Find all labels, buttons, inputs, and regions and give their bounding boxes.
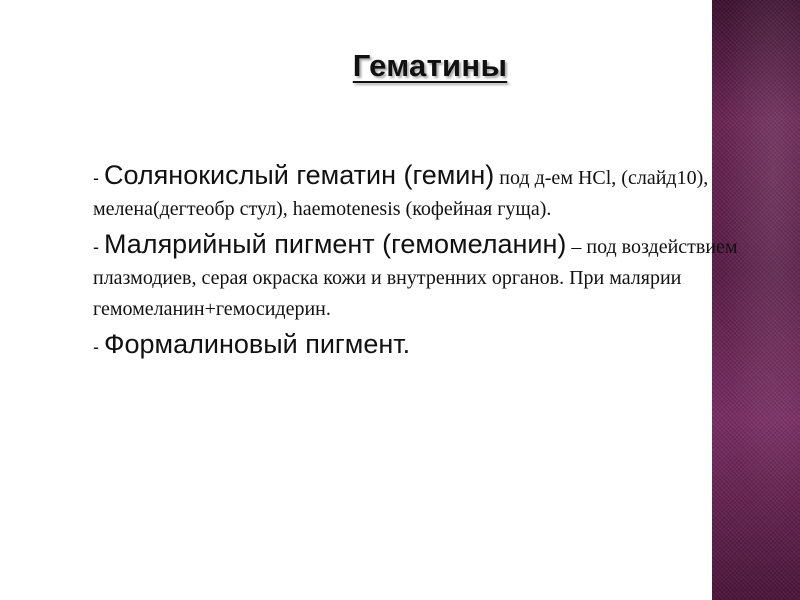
item-heading: Малярийный пигмент (гемомеланин): [104, 229, 567, 259]
item-heading: Солянокислый гематин (гемин): [104, 160, 495, 190]
bullet-dash: -: [93, 237, 104, 257]
item-heading: Формалиновый пигмент.: [104, 329, 411, 359]
list-item-hydrochloric-hematin: [93, 160, 753, 225]
bullet-dash: -: [93, 168, 104, 188]
list-item-formalin-pigment: [93, 329, 753, 363]
slide-title: Гематины: [352, 48, 508, 83]
bullet-dash: -: [93, 337, 104, 357]
slide-content: [93, 160, 753, 367]
list-item-malarial-pigment: [93, 229, 753, 325]
item-text: под д-ем HCl, (слайд10), мелена(дегтеобр стул), haemotenesis (кофейная гуща).: [93, 167, 709, 220]
item-text: – под воздействием плазмодиев, серая окраска кожи и внутренних органов. При малярии гемомеланин+гемосидерин.: [93, 236, 738, 320]
